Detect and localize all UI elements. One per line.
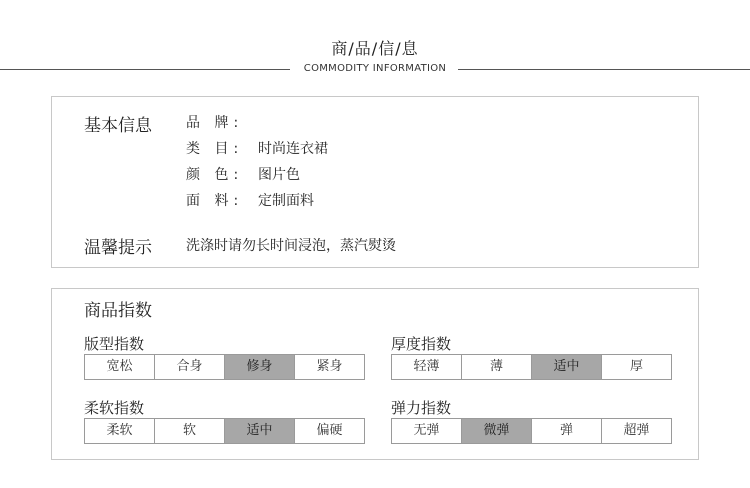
page-subtitle: COMMODITY INFORMATION: [0, 62, 750, 76]
title-subtitle-row: [0, 62, 750, 76]
fabric-value: 定制面料: [258, 193, 314, 209]
softness-option: 适中: [224, 419, 294, 443]
product-index-panel: [51, 288, 699, 460]
color-value: 图片色: [258, 167, 300, 183]
fit-option: 合身: [154, 355, 224, 379]
elasticity-option: 微弹: [461, 419, 531, 443]
softness-option: 偏硬: [294, 419, 364, 443]
tips-text: 洗涤时请勿长时间浸泡，蒸汽熨烫: [186, 238, 396, 254]
softness-option: 柔软: [106, 423, 133, 438]
elasticity-index-scale: [391, 418, 672, 444]
elasticity-option: 超弹: [601, 419, 671, 443]
fit-option: 宽松: [106, 359, 133, 374]
color-label: 颜 色:: [186, 167, 244, 183]
thickness-option: 轻薄: [413, 359, 440, 374]
softness-index-scale: [84, 418, 365, 444]
category-value: 时尚连衣裙: [258, 141, 328, 157]
fit-index-scale: [84, 354, 365, 380]
category-label: 类 目:: [186, 141, 244, 157]
index-heading: 商品指数: [84, 301, 152, 321]
thickness-option: 厚: [601, 355, 671, 379]
elasticity-index-title: 弹力指数: [391, 399, 452, 417]
fit-option: 紧身: [294, 355, 364, 379]
elasticity-option: 无弹: [413, 423, 440, 438]
thickness-index-scale: [391, 354, 672, 380]
brand-label: 品 牌:: [186, 115, 244, 131]
softness-index-title: 柔软指数: [84, 399, 145, 417]
softness-option: 软: [154, 419, 224, 443]
basic-info-panel: [51, 96, 699, 268]
thickness-index-title: 厚度指数: [391, 335, 452, 353]
fit-option: 修身: [224, 355, 294, 379]
thickness-option: 薄: [461, 355, 531, 379]
fabric-label: 面 料:: [186, 193, 244, 209]
tips-heading: 温馨提示: [84, 238, 152, 258]
fit-index-title: 版型指数: [84, 335, 145, 353]
thickness-option: 适中: [531, 355, 601, 379]
elasticity-option: 弹: [531, 419, 601, 443]
basic-info-heading: 基本信息: [84, 116, 152, 136]
page-title: 商/品/信/息: [331, 39, 419, 58]
